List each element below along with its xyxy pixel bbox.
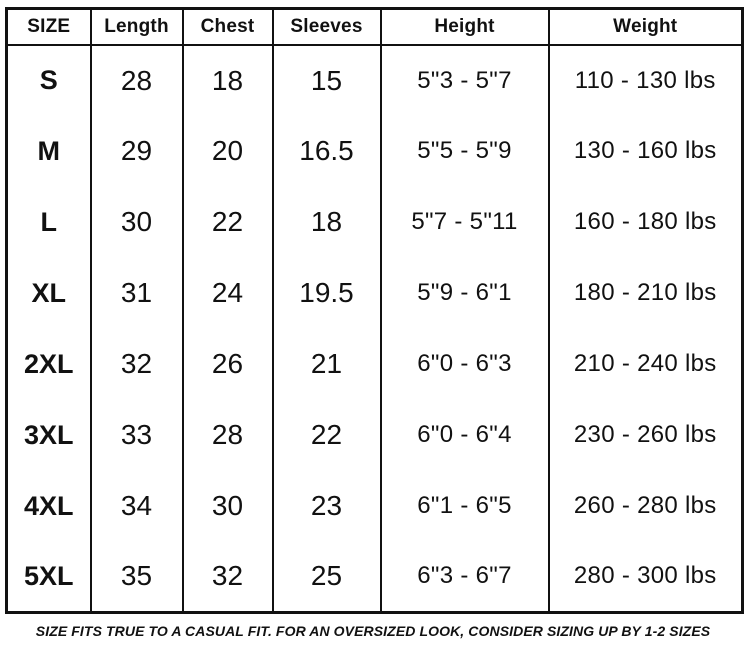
cell-height: 5"5 - 5"9 — [381, 116, 549, 187]
cell-chest: 28 — [183, 400, 273, 471]
cell-height: 6"3 - 6"7 — [381, 542, 549, 613]
cell-weight: 160 - 180 lbs — [549, 187, 743, 258]
cell-size: 5XL — [23, 560, 74, 591]
cell-length: 32 — [91, 329, 183, 400]
cell-height: 5"3 - 5"7 — [381, 45, 549, 116]
table-row-4xl — [7, 471, 743, 542]
cell-weight: 110 - 130 lbs — [549, 45, 743, 116]
cell-weight: 280 - 300 lbs — [549, 542, 743, 613]
table-row-3xl — [7, 400, 743, 471]
column-header-size: SIZE — [7, 9, 91, 45]
cell-length: 35 — [91, 542, 183, 613]
cell-length: 31 — [91, 258, 183, 329]
cell-sleeves: 15 — [273, 45, 381, 116]
column-header-chest: Chest — [183, 9, 273, 45]
cell-weight: 130 - 160 lbs — [549, 116, 743, 187]
cell-height: 6"1 - 6"5 — [381, 471, 549, 542]
column-header-weight: Weight — [549, 9, 743, 45]
cell-weight: 210 - 240 lbs — [549, 329, 743, 400]
table-row-m — [7, 116, 743, 187]
cell-chest: 22 — [183, 187, 273, 258]
table-row-5xl — [7, 542, 743, 613]
cell-size: XL — [31, 277, 66, 308]
cell-chest: 32 — [183, 542, 273, 613]
cell-sleeves: 16.5 — [273, 116, 381, 187]
cell-length: 34 — [91, 471, 183, 542]
cell-chest: 20 — [183, 116, 273, 187]
table-row-s — [7, 45, 743, 116]
column-header-length: Length — [91, 9, 183, 45]
column-header-sleeves: Sleeves — [273, 9, 381, 45]
cell-size: 2XL — [23, 348, 74, 379]
size-chart-table — [5, 7, 744, 614]
cell-chest: 26 — [183, 329, 273, 400]
cell-sleeves: 19.5 — [273, 258, 381, 329]
cell-sleeves: 25 — [273, 542, 381, 613]
cell-sleeves: 18 — [273, 187, 381, 258]
cell-length: 30 — [91, 187, 183, 258]
cell-sleeves: 21 — [273, 329, 381, 400]
cell-size: M — [37, 135, 60, 166]
cell-weight: 260 - 280 lbs — [549, 471, 743, 542]
cell-length: 28 — [91, 45, 183, 116]
cell-chest: 30 — [183, 471, 273, 542]
cell-sleeves: 22 — [273, 400, 381, 471]
cell-chest: 18 — [183, 45, 273, 116]
cell-sleeves: 23 — [273, 471, 381, 542]
fit-note: SIZE FITS TRUE TO A CASUAL FIT. FOR AN OVERSIZED LOOK, CONSIDER SIZING UP BY 1-2 SIZES — [35, 623, 711, 639]
cell-weight: 180 - 210 lbs — [549, 258, 743, 329]
header-row — [7, 9, 743, 45]
table-row-2xl — [7, 329, 743, 400]
cell-height: 6"0 - 6"4 — [381, 400, 549, 471]
table-row-xl — [7, 258, 743, 329]
cell-height: 5"7 - 5"11 — [381, 187, 549, 258]
cell-size: S — [39, 65, 58, 95]
cell-height: 5"9 - 6"1 — [381, 258, 549, 329]
cell-height: 6"0 - 6"3 — [381, 329, 549, 400]
cell-chest: 24 — [183, 258, 273, 329]
cell-weight: 230 - 260 lbs — [549, 400, 743, 471]
cell-size: L — [40, 206, 57, 237]
table-row-l — [7, 187, 743, 258]
cell-size: 3XL — [23, 419, 74, 450]
cell-length: 29 — [91, 116, 183, 187]
cell-length: 33 — [91, 400, 183, 471]
column-header-height: Height — [381, 9, 549, 45]
cell-size: 4XL — [23, 490, 74, 521]
